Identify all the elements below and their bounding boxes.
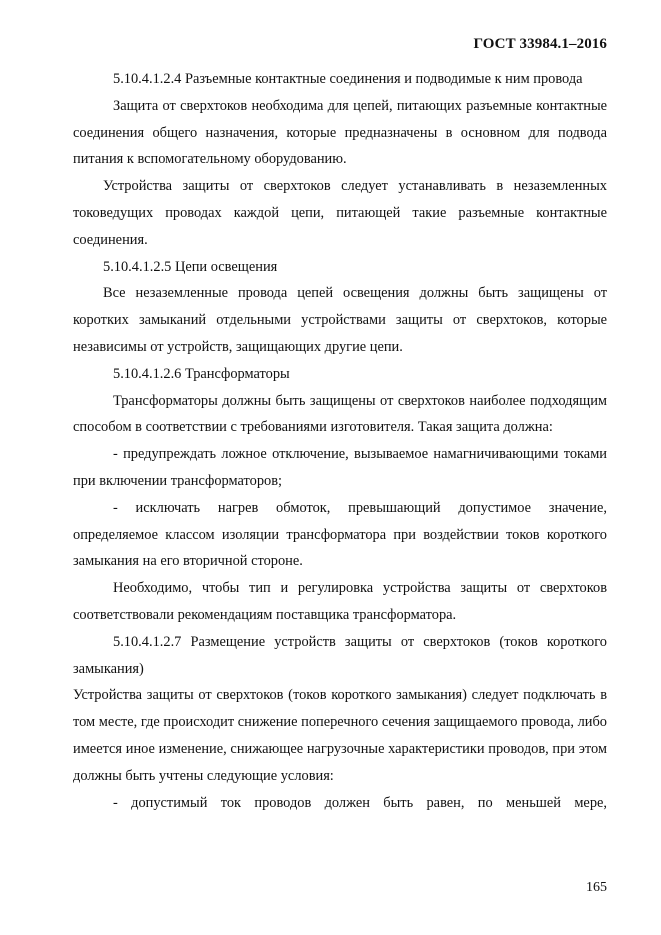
paragraph: Устройства защиты от сверхтоков (токов короткого замыкания) следует подключать в том месте, где происходит снижение поперечного сечения защищаемого провода, либо имеется иное изменение, снижающее нагрузочные характеристики проводов, при этом должны быть учтены следующие условия:	[73, 687, 607, 784]
paragraph: Необходимо, чтобы тип и регулировка устройства защиты от сверхтоков соответствовали рекомендациям поставщика трансформатора.	[73, 580, 607, 623]
list-item: - допустимый ток проводов должен быть равен, по меньшей мере,	[113, 794, 607, 811]
section-heading-5-10-4-1-2-7: 5.10.4.1.2.7 Размещение устройств защиты от сверхтоков (токов короткого замыкания)	[73, 633, 607, 677]
body-text	[73, 66, 607, 816]
paragraph: Трансформаторы должны быть защищены от сверхтоков наиболее подходящим способом в соответствии с требованиями изготовителя. Такая защита должна:	[73, 392, 607, 436]
paragraph: Защита от сверхтоков необходима для цепей, питающих разъемные контактные соединения общего назначения, которые предназначены в основном для подвода питания к вспомогательному оборудованию.	[73, 97, 607, 168]
paragraph: Устройства защиты от сверхтоков следует устанавливать в незаземленных токоведущих проводах каждой цепи, питающей такие разъемные контактные соединения.	[73, 178, 607, 248]
paragraph: Все незаземленные провода цепей освещения должны быть защищены от коротких замыканий отдельными устройствами защиты от сверхтоков, которые независимы от устройств, защищающих другие цепи.	[73, 285, 607, 355]
document-header: ГОСТ 33984.1–2016	[473, 36, 607, 52]
section-heading-5-10-4-1-2-6: 5.10.4.1.2.6 Трансформаторы	[113, 365, 290, 382]
section-heading-5-10-4-1-2-5: 5.10.4.1.2.5 Цепи освещения	[103, 258, 278, 275]
page-number: 165	[586, 880, 607, 895]
section-heading-5-10-4-1-2-4: 5.10.4.1.2.4 Разъемные контактные соединения и подводимые к ним провода	[113, 71, 583, 87]
list-item: - исключать нагрев обмоток, превышающий допустимое значение, определяемое классом изоляции трансформатора при воздействии токов короткого замыкания на его вторичной стороне.	[73, 499, 607, 570]
list-item: - предупреждать ложное отключение, вызываемое намагничивающими токами при включении трансформаторов;	[73, 446, 607, 489]
